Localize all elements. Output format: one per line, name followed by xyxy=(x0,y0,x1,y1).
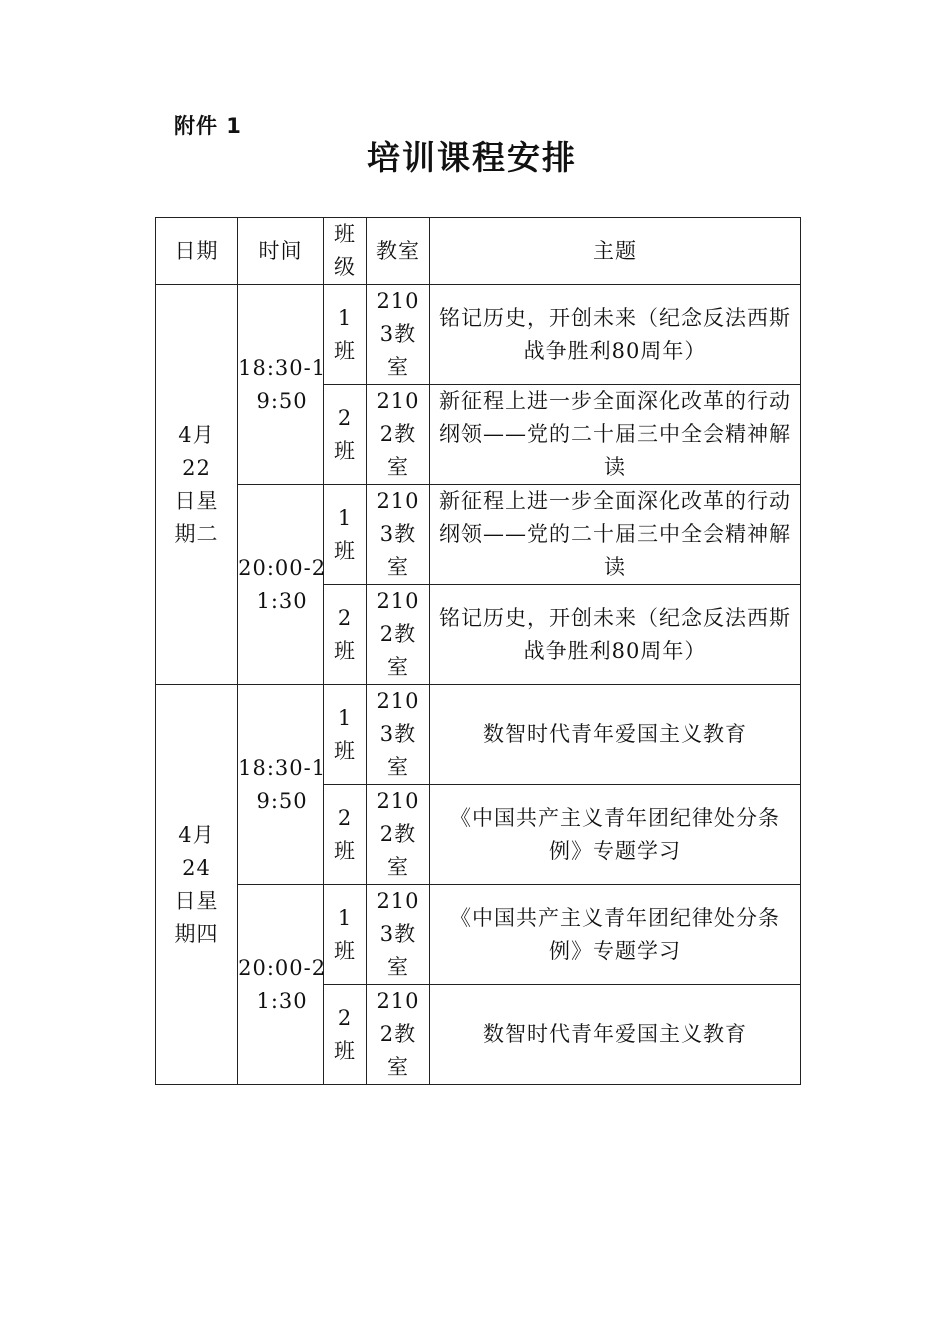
attachment-label: 附件 1 xyxy=(174,114,242,138)
room-cell: 2102教室 xyxy=(367,985,430,1085)
topic-cell: 新征程上进一步全面深化改革的行动纲领——党的二十届三中全会精神解读 xyxy=(430,485,801,585)
room-cell: 2103教室 xyxy=(367,685,430,785)
table-row xyxy=(156,485,801,585)
date-cell: 4月22日星期二 xyxy=(156,285,238,685)
header-date: 日期 xyxy=(156,218,238,285)
room-cell: 2102教室 xyxy=(367,785,430,885)
topic-cell: 数智时代青年爱国主义教育 xyxy=(430,985,801,1085)
topic-cell: 《中国共产主义青年团纪律处分条例》专题学习 xyxy=(430,885,801,985)
header-room: 教室 xyxy=(367,218,430,285)
room-cell: 2103教室 xyxy=(367,285,430,385)
table-row xyxy=(156,285,801,385)
class-cell: 1班 xyxy=(324,685,367,785)
time-cell: 20:00-21:30 xyxy=(238,485,324,685)
class-cell: 1班 xyxy=(324,285,367,385)
class-cell: 2班 xyxy=(324,585,367,685)
schedule-table xyxy=(155,217,801,1085)
header-time: 时间 xyxy=(238,218,324,285)
topic-cell: 铭记历史，开创未来（纪念反法西斯战争胜利80周年） xyxy=(430,285,801,385)
time-cell: 18:30-19:50 xyxy=(238,685,324,885)
topic-cell: 铭记历史，开创未来（纪念反法西斯战争胜利80周年） xyxy=(430,585,801,685)
time-cell: 20:00-21:30 xyxy=(238,885,324,1085)
date-cell: 4月24日星期四 xyxy=(156,685,238,1085)
room-cell: 2102教室 xyxy=(367,585,430,685)
room-cell: 2103教室 xyxy=(367,485,430,585)
table-row xyxy=(156,685,801,785)
topic-cell: 新征程上进一步全面深化改革的行动纲领——党的二十届三中全会精神解读 xyxy=(430,385,801,485)
topic-cell: 数智时代青年爱国主义教育 xyxy=(430,685,801,785)
topic-cell: 《中国共产主义青年团纪律处分条例》专题学习 xyxy=(430,785,801,885)
room-cell: 2103教室 xyxy=(367,885,430,985)
class-cell: 2班 xyxy=(324,785,367,885)
header-topic: 主题 xyxy=(430,218,801,285)
time-cell: 18:30-19:50 xyxy=(238,285,324,485)
table-row xyxy=(156,885,801,985)
room-cell: 2102教室 xyxy=(367,385,430,485)
class-cell: 2班 xyxy=(324,385,367,485)
page-title: 培训课程安排 xyxy=(367,138,577,177)
header-class: 班级 xyxy=(324,218,367,285)
class-cell: 1班 xyxy=(324,885,367,985)
class-cell: 2班 xyxy=(324,985,367,1085)
table-header-row xyxy=(156,218,801,285)
class-cell: 1班 xyxy=(324,485,367,585)
